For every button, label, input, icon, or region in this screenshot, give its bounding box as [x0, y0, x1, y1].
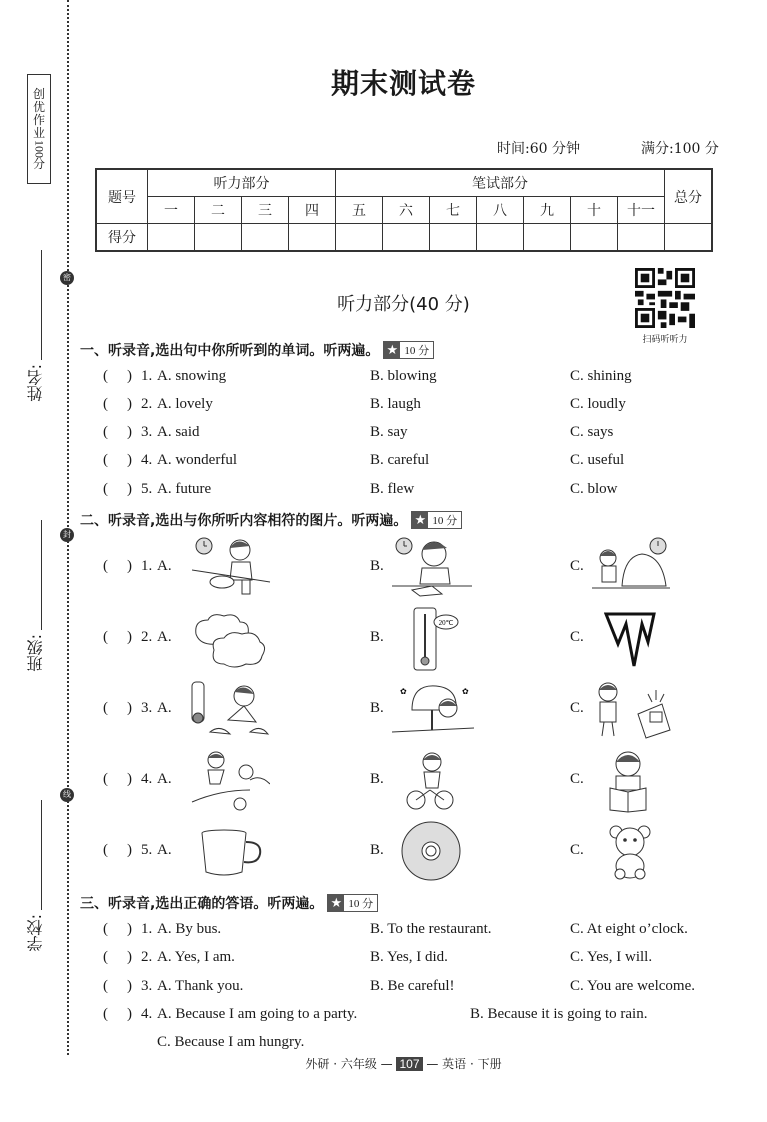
question-number: 2. — [141, 629, 153, 645]
row-header: 题号 — [96, 169, 148, 224]
brand-char: 作 — [32, 112, 45, 127]
option-b[interactable]: B. — [370, 771, 384, 787]
option-b[interactable]: B. blowing — [370, 368, 437, 384]
seal-xian: 线 — [60, 788, 74, 802]
paren-close: ) — [127, 771, 132, 787]
option-b[interactable]: B. flew — [370, 481, 415, 497]
paren-open: ( — [103, 558, 108, 574]
boys-playing-football-picture[interactable] — [190, 750, 270, 812]
option-b[interactable]: B. Be careful! — [370, 978, 455, 994]
paren-close: ) — [127, 1006, 132, 1022]
score-cell[interactable] — [430, 224, 477, 252]
boy-riding-bike-picture[interactable] — [400, 750, 462, 812]
section-subtitle: 听力部分(40 分) — [337, 294, 470, 315]
option-c[interactable]: C. — [570, 842, 584, 858]
page-footer — [0, 1055, 767, 1072]
paren-close: ) — [127, 629, 132, 645]
option-b[interactable]: B. say — [370, 424, 408, 440]
option-a[interactable]: A. wonderful — [157, 452, 237, 468]
score-cell[interactable] — [289, 224, 336, 252]
q-number: 十一 — [618, 197, 665, 224]
footer-subject: 英语 · 下册 — [442, 1057, 502, 1071]
points-badge — [383, 341, 434, 359]
section-title-text: 一、听录音,选出句中你所听到的单词。听两遍。 — [80, 343, 380, 359]
teddy-bear-picture[interactable] — [608, 824, 652, 880]
option-c[interactable]: C. useful — [570, 452, 625, 468]
boy-in-park-picture[interactable] — [392, 680, 474, 742]
question-number: 4. — [141, 771, 153, 787]
question-number: 1. — [141, 921, 153, 937]
question-number: 2. — [141, 949, 153, 965]
score-cell[interactable] — [242, 224, 289, 252]
question-row — [103, 481, 743, 501]
total-header: 总分 — [665, 169, 713, 224]
question-number: 1. — [141, 368, 153, 384]
q-number: 九 — [524, 197, 571, 224]
q-number: 一 — [148, 197, 195, 224]
option-c[interactable]: C. — [570, 558, 584, 574]
option-c[interactable]: C. — [570, 771, 584, 787]
score-cell[interactable] — [477, 224, 524, 252]
option-c[interactable]: C. Because I am hungry. — [157, 1034, 305, 1050]
paren-open: ( — [103, 629, 108, 645]
paren-close: ) — [127, 558, 132, 574]
cloudy-picture[interactable] — [190, 610, 268, 670]
option-b[interactable]: B. To the restaurant. — [370, 921, 492, 937]
paren-open: ( — [103, 481, 108, 497]
question-row — [103, 396, 743, 416]
boy-reading-book-picture[interactable] — [606, 748, 650, 814]
option-c[interactable]: C. says — [570, 424, 614, 440]
section-title-text: 三、听录音,选出正确的答语。听两遍。 — [80, 896, 324, 912]
option-b[interactable]: B. Because it is going to rain. — [470, 1006, 648, 1022]
option-a[interactable]: A. Because I am going to a party. — [157, 1006, 358, 1022]
cd-disc-picture[interactable] — [400, 820, 462, 882]
brand-char: 创 — [32, 86, 45, 101]
points-value: 10 分 — [404, 345, 430, 357]
paren-open: ( — [103, 949, 108, 965]
option-c[interactable]: C. loudly — [570, 396, 626, 412]
option-b[interactable]: B. — [370, 700, 384, 716]
svg-text:✿: ✿ — [400, 687, 407, 696]
full-score: 满分:100 分 — [641, 141, 719, 157]
option-c[interactable]: C. shining — [570, 368, 632, 384]
dash: — — [422, 1057, 443, 1071]
option-a[interactable]: A. — [157, 700, 172, 716]
paren-close: ) — [127, 424, 132, 440]
question-row — [103, 424, 743, 444]
question-number: 3. — [141, 700, 153, 716]
qr-caption: 扫码听听力 — [642, 335, 688, 345]
option-b[interactable]: B. — [370, 558, 384, 574]
thermometer-picture[interactable] — [410, 606, 460, 672]
option-c[interactable]: C. blow — [570, 481, 618, 497]
paren-close: ) — [127, 700, 132, 716]
star-icon: ★ — [328, 895, 344, 911]
thermometer-reading: 20℃ — [438, 619, 454, 627]
q-number: 三 — [242, 197, 289, 224]
points-value: 10 分 — [348, 898, 374, 910]
question-number: 4. — [141, 1006, 153, 1022]
cup-picture[interactable] — [200, 828, 266, 878]
q-number: 六 — [383, 197, 430, 224]
option-c[interactable]: C. Yes, I will. — [570, 949, 653, 965]
paren-close: ) — [127, 452, 132, 468]
class-label: 班级: — [26, 634, 45, 672]
score-cell[interactable] — [383, 224, 430, 252]
option-c[interactable]: C. At eight o’clock. — [570, 921, 688, 937]
option-a[interactable]: A. future — [157, 481, 212, 497]
option-a[interactable]: A. Thank you. — [157, 978, 244, 994]
points-value: 10 分 — [432, 515, 458, 527]
option-c[interactable]: C. — [570, 629, 584, 645]
school-label: 学校: — [26, 914, 45, 952]
paren-open: ( — [103, 424, 108, 440]
q-number: 七 — [430, 197, 477, 224]
score-cell[interactable] — [195, 224, 242, 252]
score-label: 得分 — [96, 224, 148, 252]
paren-close: ) — [127, 978, 132, 994]
paren-close: ) — [127, 481, 132, 497]
listening-header: 听力部分 — [148, 169, 336, 197]
option-b[interactable]: B. — [370, 629, 384, 645]
section-2-title — [80, 510, 462, 530]
brand-char: 业 — [32, 125, 45, 140]
girl-hot-weather-picture[interactable] — [190, 680, 270, 742]
boy-answering-phone-picture[interactable] — [592, 680, 672, 742]
paren-open: ( — [103, 921, 108, 937]
icicles-picture[interactable] — [604, 612, 656, 668]
question-number: 3. — [141, 978, 153, 994]
q-number: 二 — [195, 197, 242, 224]
boy-going-to-school-picture[interactable] — [592, 536, 672, 598]
dash: — — [380, 1057, 397, 1071]
question-row — [103, 921, 743, 941]
score-cell[interactable] — [665, 224, 713, 252]
option-b[interactable]: B. Yes, I did. — [370, 949, 448, 965]
paren-close: ) — [127, 842, 132, 858]
paren-close: ) — [127, 368, 132, 384]
brand-char: 100 — [32, 139, 47, 158]
school-underline[interactable] — [41, 800, 42, 910]
option-a[interactable]: A. snowing — [157, 368, 227, 384]
section-1-title — [80, 340, 434, 360]
option-a[interactable]: A. — [157, 771, 172, 787]
paren-open: ( — [103, 452, 108, 468]
option-a[interactable]: A. Yes, I am. — [157, 949, 235, 965]
question-number: 4. — [141, 452, 153, 468]
paren-close: ) — [127, 396, 132, 412]
option-c[interactable]: C. You are welcome. — [570, 978, 695, 994]
paren-open: ( — [103, 771, 108, 787]
option-a[interactable]: A. said — [157, 424, 200, 440]
option-b[interactable]: B. careful — [370, 452, 430, 468]
svg-text:✿: ✿ — [462, 687, 469, 696]
question-row — [103, 452, 743, 472]
brand-char: 优 — [32, 99, 45, 114]
question-row — [103, 368, 743, 388]
option-a[interactable]: A. By bus. — [157, 921, 222, 937]
writing-header: 笔试部分 — [336, 169, 665, 197]
footer-publisher: 外研 · 六年级 — [305, 1057, 377, 1071]
paren-open: ( — [103, 368, 108, 384]
points-badge — [411, 511, 462, 529]
section-title-text: 二、听录音,选出与你所听内容相符的图片。听两遍。 — [80, 513, 408, 529]
class-underline[interactable] — [41, 520, 42, 630]
section-3-title — [80, 893, 378, 913]
question-number: 1. — [141, 558, 153, 574]
points-badge — [327, 894, 378, 912]
option-a[interactable]: A. — [157, 558, 172, 574]
question-number: 5. — [141, 481, 153, 497]
option-a[interactable]: A. — [157, 842, 172, 858]
question-number: 3. — [141, 424, 153, 440]
paren-open: ( — [103, 978, 108, 994]
q-number: 八 — [477, 197, 524, 224]
option-b[interactable]: B. laugh — [370, 396, 421, 412]
time-limit: 时间:60 分钟 — [497, 141, 580, 157]
star-icon: ★ — [384, 342, 400, 358]
q-number: 五 — [336, 197, 383, 224]
score-cell[interactable] — [148, 224, 195, 252]
page-number: 107 — [396, 1057, 422, 1071]
score-cell[interactable] — [336, 224, 383, 252]
paren-open: ( — [103, 396, 108, 412]
score-cell[interactable] — [618, 224, 665, 252]
name-label: 姓名: — [26, 364, 45, 402]
paren-open: ( — [103, 1006, 108, 1022]
star-icon: ★ — [412, 512, 428, 528]
option-a[interactable]: A. — [157, 629, 172, 645]
score-cell[interactable] — [571, 224, 618, 252]
paren-open: ( — [103, 700, 108, 716]
page-title: 期末测试卷 — [330, 67, 476, 100]
qr-code-icon[interactable] — [635, 268, 695, 328]
q-number: 四 — [289, 197, 336, 224]
question-number: 5. — [141, 842, 153, 858]
seal-mi: 密 — [60, 271, 74, 285]
option-a[interactable]: A. lovely — [157, 396, 213, 412]
question-row — [103, 978, 743, 998]
question-number: 2. — [141, 396, 153, 412]
option-b[interactable]: B. — [370, 842, 384, 858]
question-row — [103, 949, 743, 969]
score-table — [95, 168, 713, 252]
paren-close: ) — [127, 949, 132, 965]
score-cell[interactable] — [524, 224, 571, 252]
paren-open: ( — [103, 842, 108, 858]
boy-doing-homework-picture[interactable] — [392, 536, 472, 598]
boy-eating-breakfast-picture[interactable] — [192, 536, 272, 598]
brand-char: 分 — [32, 156, 45, 171]
seal-feng: 封 — [60, 528, 74, 542]
paren-close: ) — [127, 921, 132, 937]
question-row — [103, 1006, 743, 1050]
option-c[interactable]: C. — [570, 700, 584, 716]
q-number: 十 — [571, 197, 618, 224]
